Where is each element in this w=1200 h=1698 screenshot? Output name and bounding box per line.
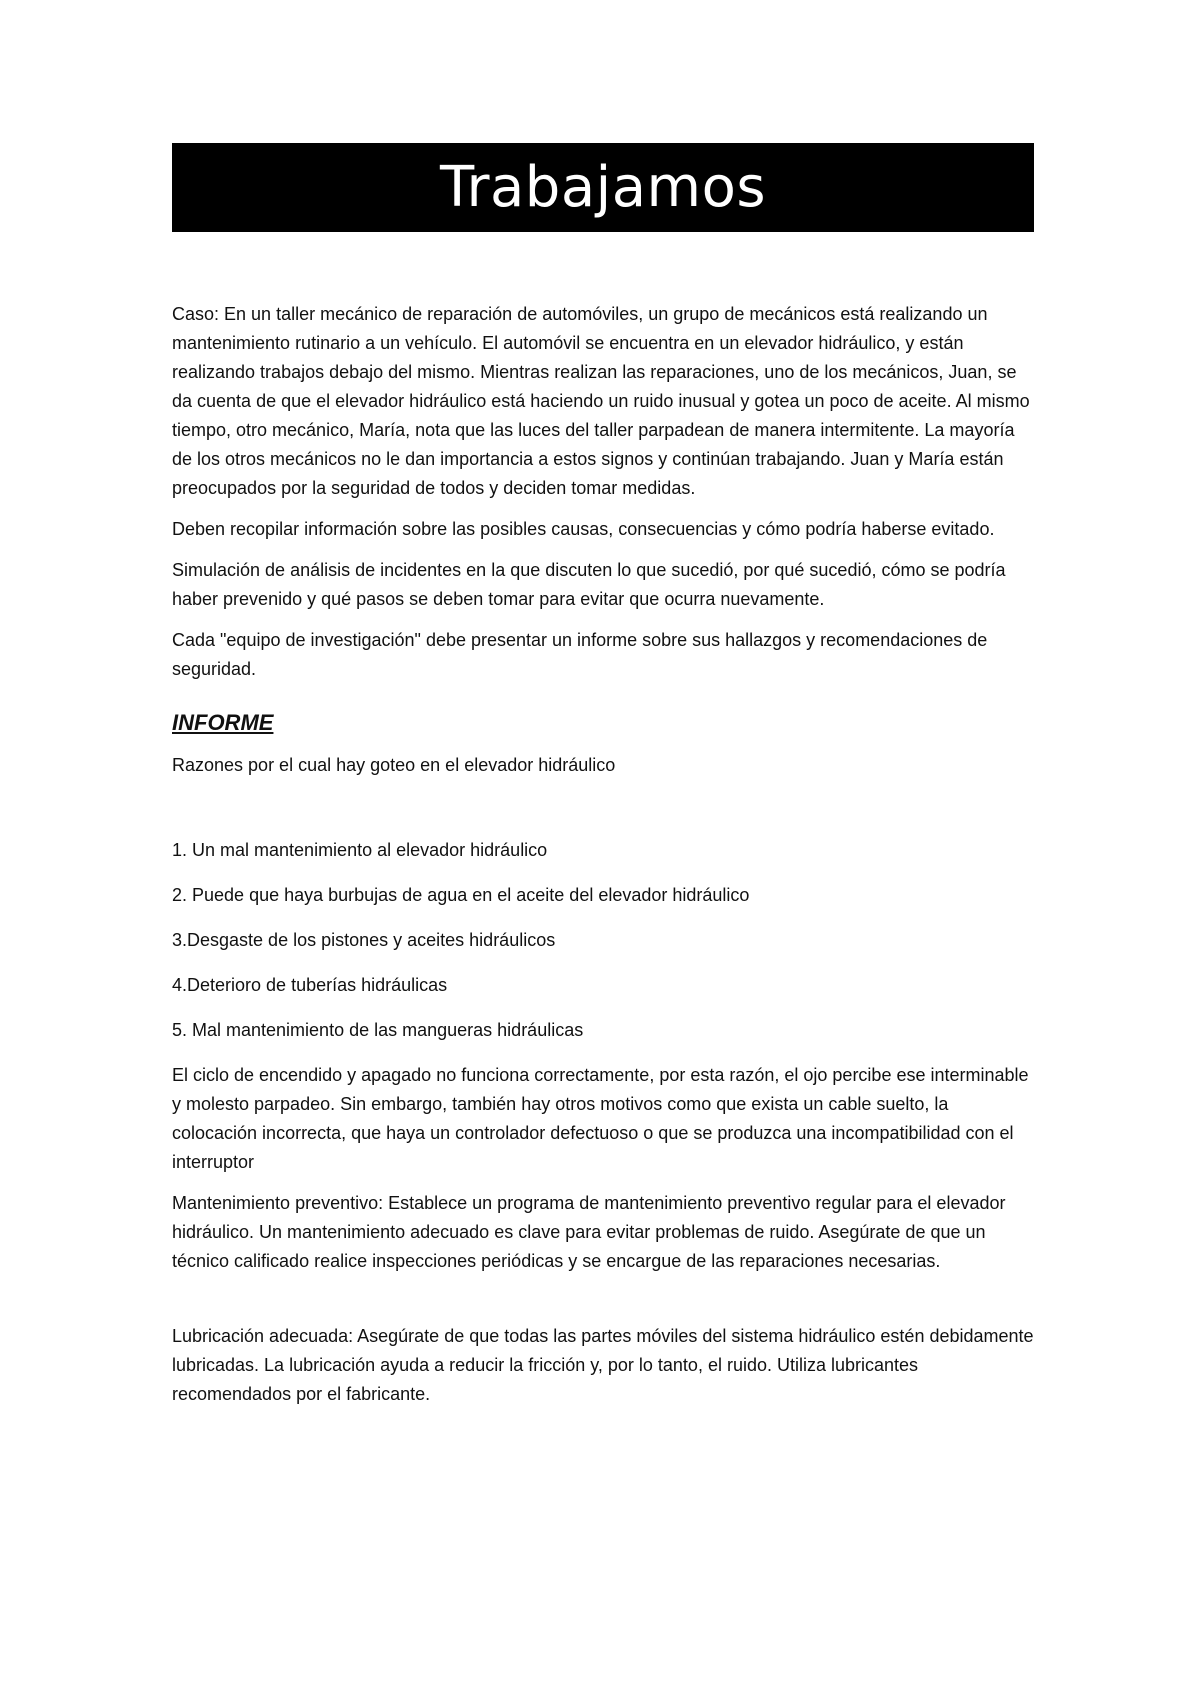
reason-item-3: 3.Desgaste de los pistones y aceites hidráulicos: [172, 930, 556, 950]
case-paragraph: Caso: En un taller mecánico de reparación de automóviles, un grupo de mecánicos está realizando un mantenimiento rutinario a un vehículo. El automóvil se encuentra en un elevador hidráulico, y están realizando trabajos debajo del mismo. Mientras realizan las reparaciones, uno de los mecánicos, Juan, se da cuenta de que el elevador hidráulico está haciendo un ruido inusual y gotea un poco de aceite. Al mismo tiempo, otro mecánico, María, nota que las luces del taller parpadean de manera intermitente. La mayoría de los otros mecánicos no le dan importancia a estos signos y continúan trabajando. Juan y María están preocupados por la seguridad de todos y deciden tomar medidas.: [172, 304, 1030, 498]
reason-item-1: 1. Un mal mantenimiento al elevador hidráulico: [172, 840, 548, 860]
reason-item-5: 5. Mal mantenimiento de las mangueras hidráulicas: [172, 1020, 584, 1040]
page-title: Trabajamos: [439, 155, 767, 220]
reason-item-2: 2. Puede que haya burbujas de agua en el aceite del elevador hidráulico: [172, 885, 750, 905]
reasons-intro: Razones por el cual hay goteo en el elevador hidráulico: [172, 755, 616, 775]
maintenance-paragraph: Mantenimiento preventivo: Establece un programa de mantenimiento preventivo regular para el elevador hidráulico. Un mantenimiento adecuado es clave para evitar problemas de ruido. Asegúrate de que un técnico calificado realice inspecciones periódicas y se encargue de las reparaciones necesarias.: [172, 1193, 1006, 1271]
task-paragraph-2: Simulación de análisis de incidentes en la que discuten lo que sucedió, por qué sucedió, cómo se podría haber prevenido y qué pasos se deben tomar para evitar que ocurra nuevamente.: [172, 560, 1006, 609]
report-heading: INFORME: [172, 710, 274, 735]
title-banner: [172, 143, 1034, 232]
lubrication-paragraph: Lubricación adecuada: Asegúrate de que todas las partes móviles del sistema hidráulico estén debidamente lubricadas. La lubricación ayuda a reducir la fricción y, por lo tanto, el ruido. Utiliza lubricantes recomendados por el fabricante.: [172, 1326, 1034, 1404]
reason-item-4: 4.Deterioro de tuberías hidráulicas: [172, 975, 448, 995]
lights-paragraph: El ciclo de encendido y apagado no funciona correctamente, por esta razón, el ojo percibe ese interminable y molesto parpadeo. Sin embargo, también hay otros motivos como que exista un cable suelto, la colocación incorrecta, que haya un controlador defectuoso o que se produzca una incompatibilidad con el interruptor: [172, 1065, 1029, 1172]
spacer: [172, 1288, 1034, 1322]
task-paragraph-3: Cada "equipo de investigación" debe presentar un informe sobre sus hallazgos y recomendaciones de seguridad.: [172, 630, 988, 679]
document-body: [172, 300, 1034, 1421]
task-paragraph-1: Deben recopilar información sobre las posibles causas, consecuencias y cómo podría haberse evitado.: [172, 519, 995, 539]
spacer: [172, 792, 1034, 836]
